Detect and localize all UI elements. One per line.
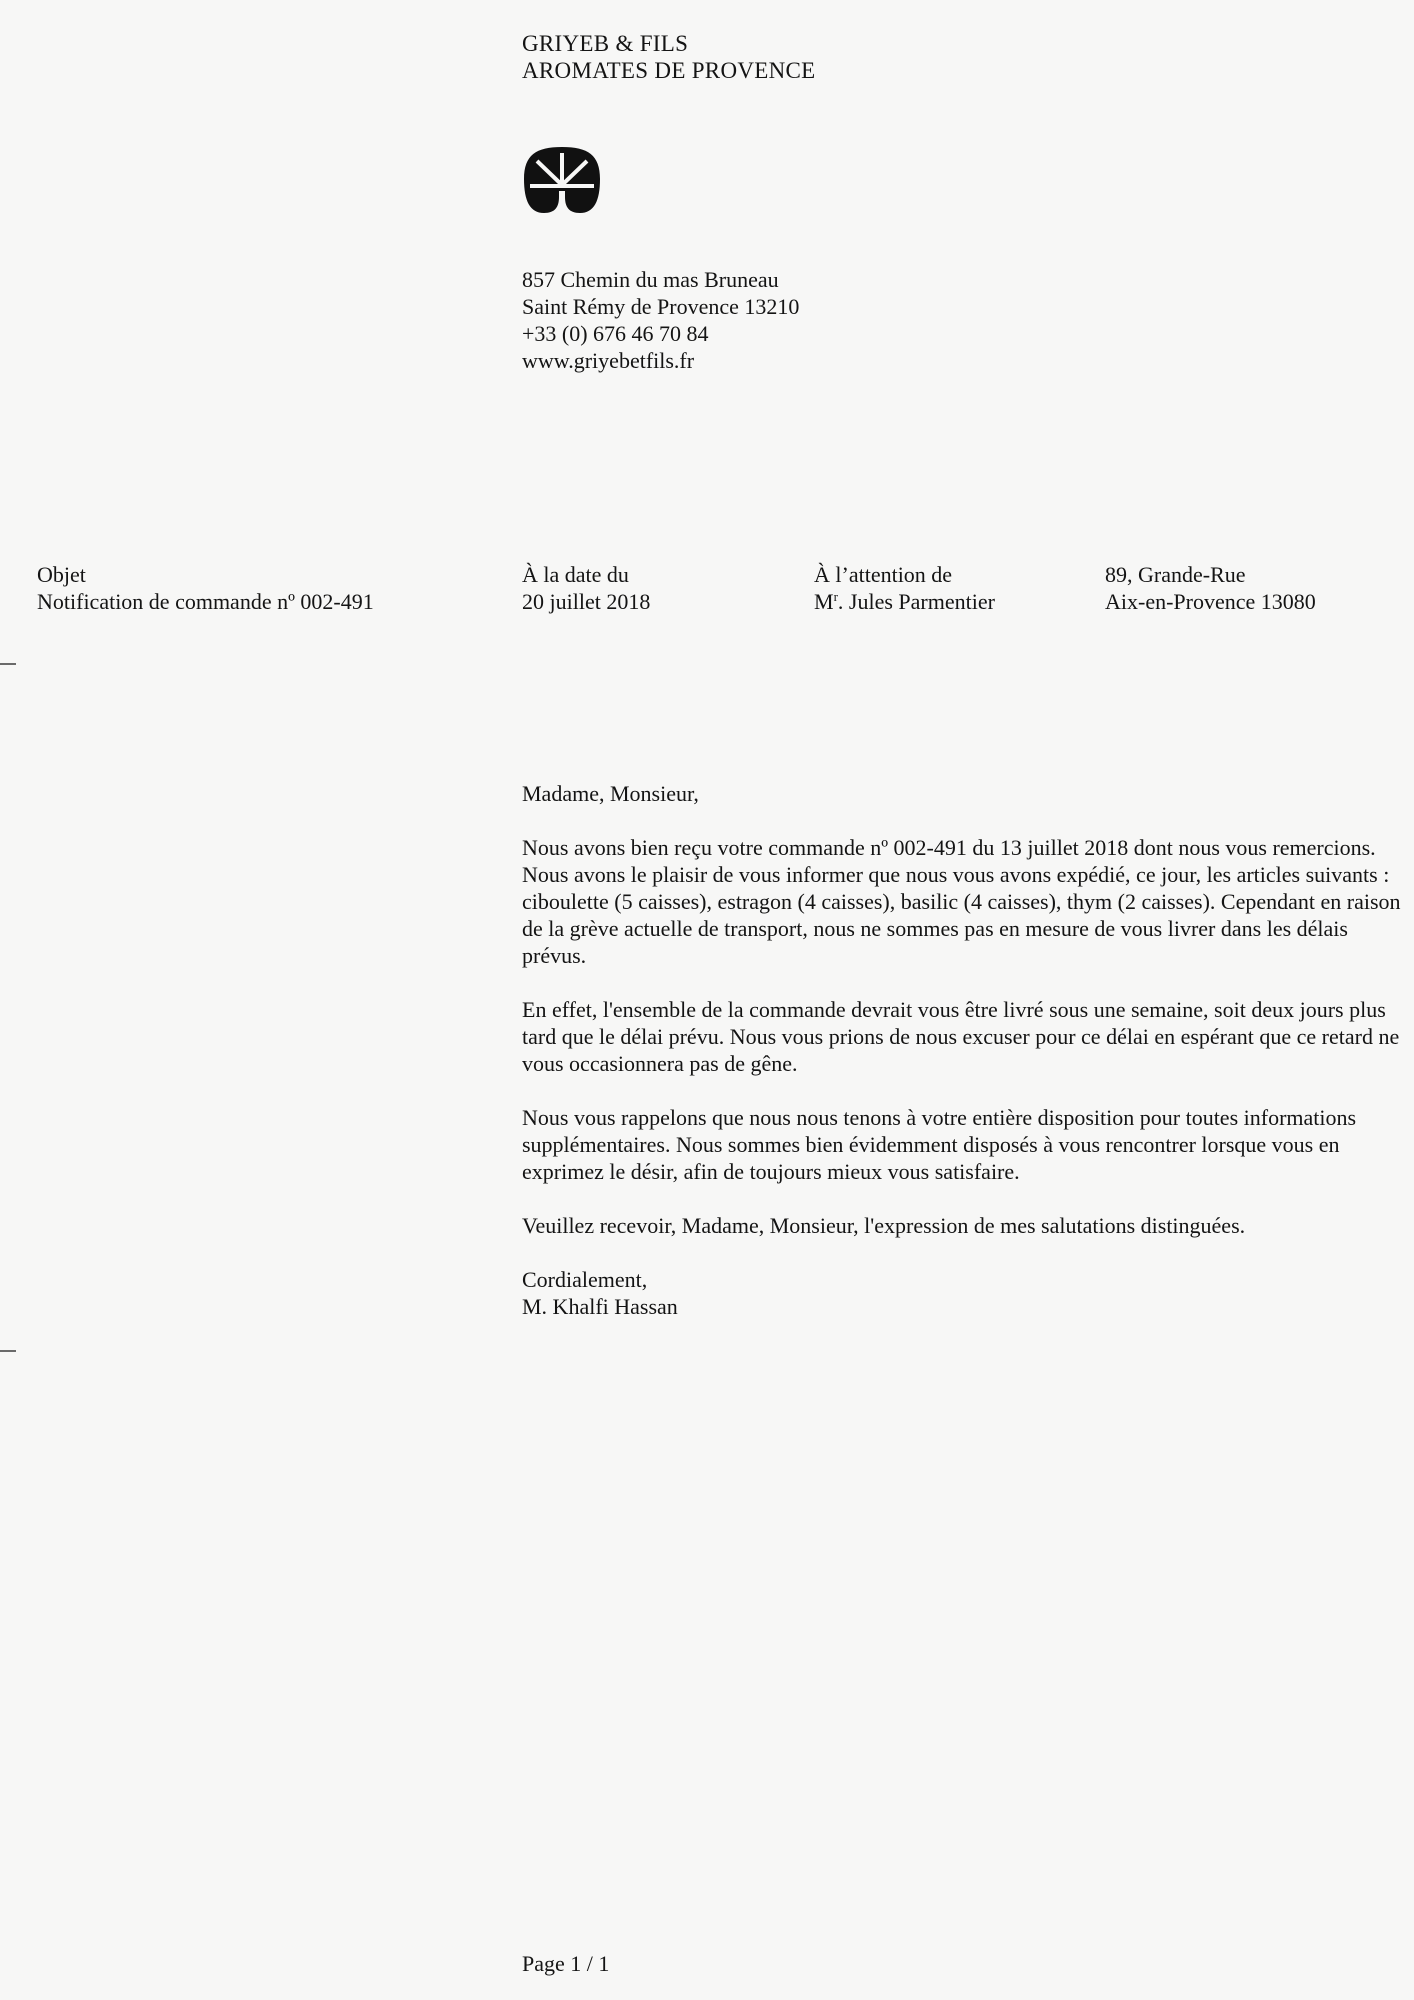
- recipient-prefix: M: [814, 589, 834, 614]
- company-tagline: AROMATES DE PROVENCE: [522, 58, 816, 83]
- date-block: [522, 561, 650, 615]
- letterhead: [522, 30, 816, 84]
- closing: Cordialement,: [522, 1267, 648, 1292]
- recipient-address-block: [1105, 561, 1316, 615]
- sender-city: Saint Rémy de Provence 13210: [522, 294, 800, 319]
- recipient-city: Aix-en-Provence 13080: [1105, 589, 1316, 614]
- subject-label: Objet: [37, 562, 86, 587]
- date-label: À la date du: [522, 562, 629, 587]
- attention-block: [814, 561, 995, 615]
- letter-body: [522, 780, 1402, 1320]
- paragraph-availability: Nous vous rappelons que nous nous tenons à votre entière disposition pour toutes informations supplémentaires. Nous sommes bien évidemment disposés à vous rencontrer lorsque vous en exprimez le désir, afin de toujours mieux vous satisfaire.: [522, 1105, 1357, 1184]
- salutation: Madame, Monsieur,: [522, 781, 699, 806]
- subject-block: [37, 561, 374, 615]
- recipient-prefix-sup: r: [833, 589, 838, 604]
- paragraph-regards: Veuillez recevoir, Madame, Monsieur, l'expression de mes salutations distinguées.: [522, 1213, 1246, 1238]
- sender-address: [522, 266, 799, 374]
- paragraph-order-confirmation: Nous avons bien reçu votre commande nº 002-491 du 13 juillet 2018 dont nous vous remercions. Nous avons le plaisir de vous informer que nous vous avons expédié, ce jour, les articles suivants : ciboulette (5 caisses), estragon (4 caisses), basilic (4 caisses), thym (2 caisses). Cependant en raison de la grève actuelle de transport, nous ne sommes pas en mesure de vous livrer dans les délais prévus.: [522, 835, 1401, 968]
- recipient-street: 89, Grande-Rue: [1105, 562, 1246, 587]
- recipient-name: . Jules Parmentier: [837, 589, 995, 614]
- fold-mark-bottom: [0, 1350, 16, 1352]
- attention-label: À l’attention de: [814, 562, 953, 587]
- signature: M. Khalfi Hassan: [522, 1294, 678, 1319]
- sender-website: www.griyebetfils.fr: [522, 348, 695, 373]
- fold-mark-top: [0, 663, 16, 665]
- company-name: GRIYEB & FILS: [522, 31, 689, 56]
- paragraph-delay: En effet, l'ensemble de la commande devrait vous être livré sous une semaine, soit deux jours plus tard que le délai prévu. Nous vous prions de nous excuser pour ce délai en espérant que ce retard ne vous occasionnera pas de gêne.: [522, 997, 1400, 1076]
- date-value: 20 juillet 2018: [522, 589, 651, 614]
- sender-street: 857 Chemin du mas Bruneau: [522, 267, 779, 292]
- subject-value: Notification de commande nº 002-491: [37, 589, 374, 614]
- recipient-name-line: [814, 588, 995, 615]
- signature-block: [522, 1266, 1402, 1320]
- herb-sprout-logo-icon: [522, 145, 602, 215]
- page-indicator: Page 1 / 1: [522, 1951, 610, 1976]
- sender-phone: +33 (0) 676 46 70 84: [522, 321, 709, 346]
